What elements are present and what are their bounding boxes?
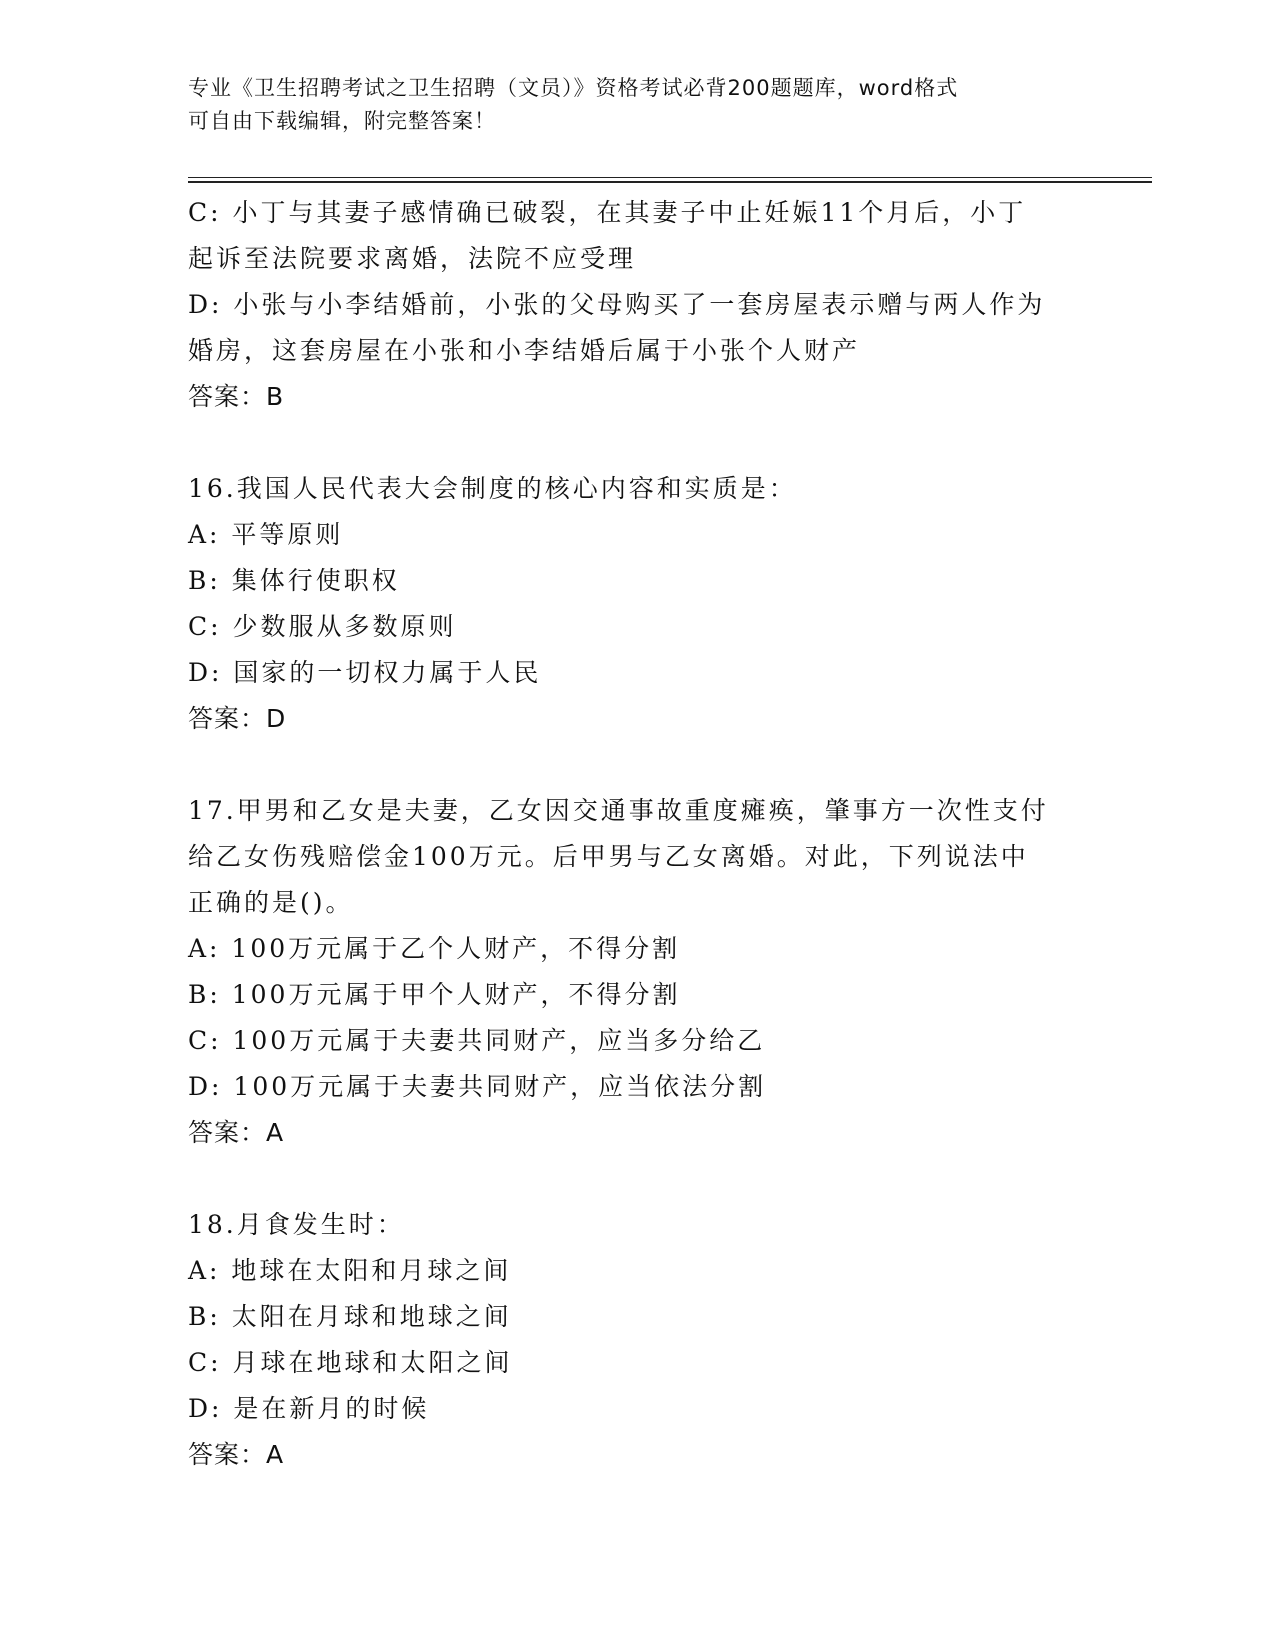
question-17 (188, 788, 1088, 1156)
option-a: A: 100万元属于乙个人财产，不得分割 (188, 934, 681, 963)
question-stem: 18.月食发生时： (188, 1210, 405, 1239)
spacer (188, 420, 1088, 466)
option-c: C: 少数服从多数原则 (188, 612, 457, 641)
question-15-tail (188, 190, 1088, 420)
question-stem: 16.我国人民代表大会制度的核心内容和实质是： (188, 474, 797, 503)
option-c: C: 100万元属于夫妻共同财产，应当多分给乙 (188, 1026, 766, 1055)
option-b: B: 太阳在月球和地球之间 (188, 1302, 512, 1331)
option-a: A: 地球在太阳和月球之间 (188, 1256, 512, 1285)
answer-18: 答案：A (188, 1440, 285, 1469)
option-b: B: 100万元属于甲个人财产，不得分割 (188, 980, 681, 1009)
option-d-line-2: 婚房，这套房屋在小张和小李结婚后属于小张个人财产 (188, 336, 861, 365)
option-d: D: 国家的一切权力属于人民 (188, 658, 542, 687)
question-stem-line-1: 17.甲男和乙女是夫妻，乙女因交通事故重度瘫痪，肇事方一次性支付 (188, 796, 1049, 825)
answer-15: 答案：B (188, 382, 285, 411)
question-18 (188, 1202, 1088, 1478)
option-d: D: 100万元属于夫妻共同财产，应当依法分割 (188, 1072, 767, 1101)
spacer (188, 1156, 1088, 1202)
spacer (188, 742, 1088, 788)
option-b: B: 集体行使职权 (188, 566, 400, 595)
question-16 (188, 466, 1088, 742)
option-d-line-1: D: 小张与小李结婚前，小张的父母购买了一套房屋表示赠与两人作为 (188, 290, 1046, 319)
option-c: C: 月球在地球和太阳之间 (188, 1348, 513, 1377)
option-c-line-2: 起诉至法院要求离婚，法院不应受理 (188, 244, 637, 273)
question-stem-line-3: 正确的是()。 (188, 888, 354, 917)
header-divider-thick (188, 181, 1152, 183)
document-header (188, 72, 1088, 138)
answer-16: 答案：D (188, 704, 287, 733)
option-a: A: 平等原则 (188, 520, 344, 549)
question-stem-line-2: 给乙女伤残赔偿金100万元。后甲男与乙女离婚。对此，下列说法中 (188, 842, 1029, 871)
header-divider-thin (188, 177, 1152, 178)
header-title-line-1: 专业《卫生招聘考试之卫生招聘（文员）》资格考试必背200题题库，word格式 (188, 76, 959, 100)
question-list (188, 190, 1088, 1478)
option-d: D: 是在新月的时候 (188, 1394, 430, 1423)
option-c-line-1: C: 小丁与其妻子感情确已破裂，在其妻子中止妊娠11个月后，小丁 (188, 198, 1027, 227)
header-title-line-2: 可自由下载编辑，附完整答案！ (188, 109, 496, 133)
answer-17: 答案：A (188, 1118, 285, 1147)
